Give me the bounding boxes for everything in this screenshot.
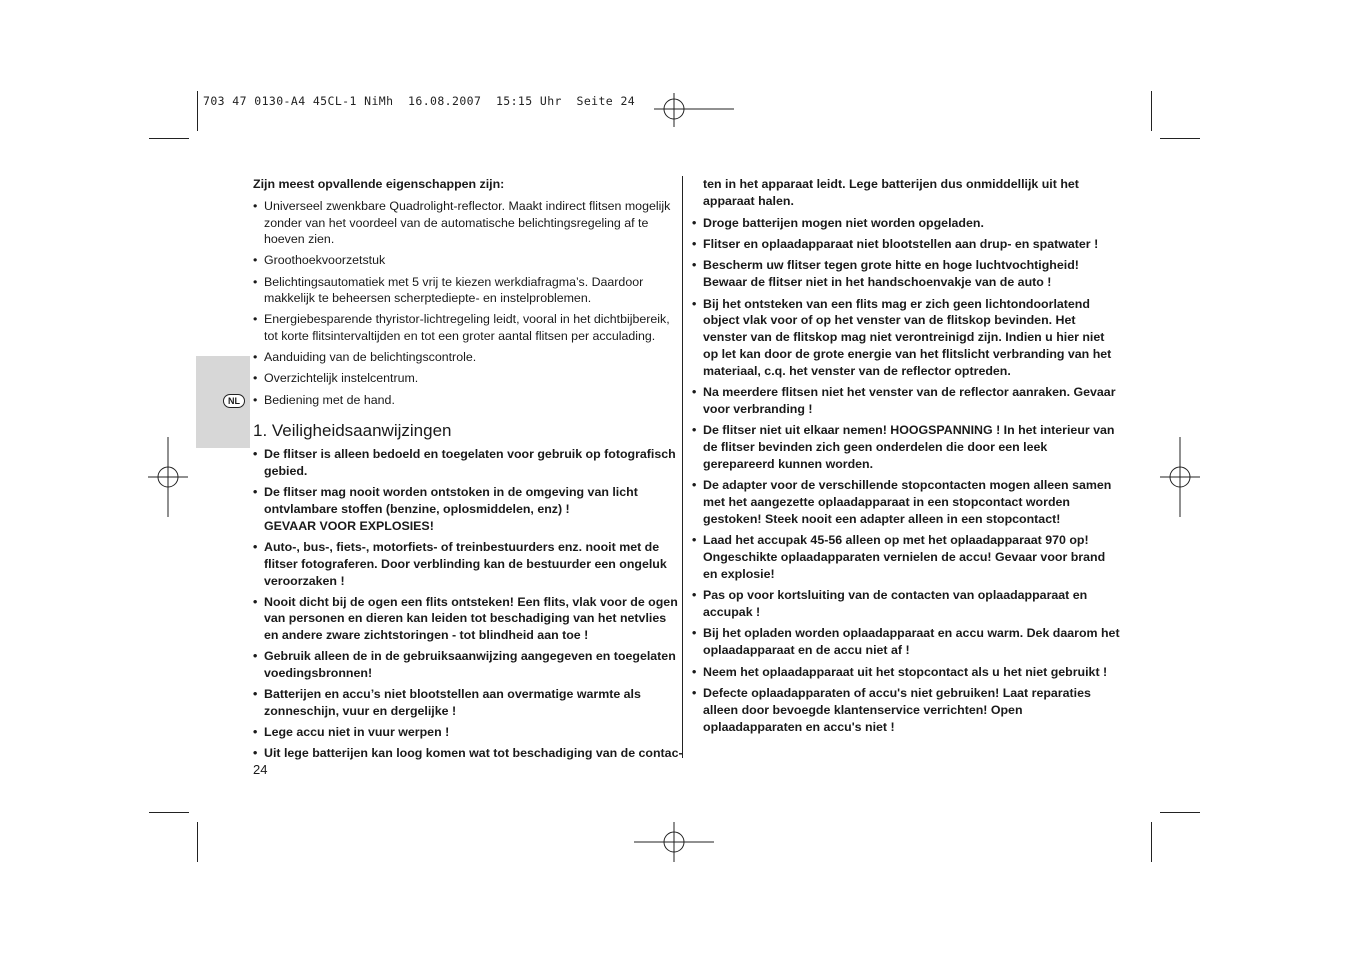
safety-item: • De flitser mag nooit worden ontstoken in de omgeving van licht ontvlambare stoffen (benzine, oplosmiddelen, enz) ! GEVAAR VOOR EXPLOSIES!	[253, 484, 683, 534]
safety-item: • Gebruik alleen de in de gebruiksaanwijzing aangegeven en toegelaten voedingsbronnen!	[253, 648, 683, 682]
safety-item: • Laad het accupak 45-56 alleen op met het oplaadapparaat 970 op! Ongeschikte oplaadapparaten vernielen de accu! Gevaar voor brand en explosie!	[692, 532, 1122, 582]
features-list	[253, 198, 683, 409]
safety-item: • Uit lege batterijen kan loog komen wat tot beschadiging van de contac-	[253, 745, 683, 762]
registration-mark-right	[1160, 437, 1200, 517]
crop-mark-br-h	[1160, 812, 1200, 813]
safety-item: • Flitser en oplaadapparaat niet blootstellen aan drup- en spatwater !	[692, 236, 1122, 253]
safety-list	[253, 446, 683, 762]
continued-text: ten in het apparaat leidt. Lege batterijen dus onmiddellijk uit het apparaat halen.	[703, 177, 1079, 208]
crop-mark-bl-v	[197, 822, 198, 862]
registration-mark-left	[148, 437, 188, 517]
feature-item: • Energiebesparende thyristor-lichtregeling leidt, vooral in het dichtbijbereik, tot korte flitsintervaltijden en tot een groter aantal flitsen per acculading.	[253, 311, 683, 345]
feature-item: • Universeel zwenkbare Quadrolight-reflector. Maakt indirect flitsen mogelijk zonder van het voordeel van de automatische belichtingsregeling af te hoeven zien.	[253, 198, 683, 248]
safety-item: • Bij het ontsteken van een flits mag er zich geen lichtondoorlatend object vlak voor of op het venster van de flitskop bevinden. Het venster van de flitskop mag niet verontreinigd zijn. Indien u hier niet op let kan door de grote energie van het flitslicht verbranding van het materiaal, c.q. het venster van de reflector optreden.	[692, 296, 1122, 380]
crop-mark-tr-h	[1160, 138, 1200, 139]
safety-item: • Na meerdere flitsen niet het venster van de reflector aanraken. Gevaar voor verbranding !	[692, 384, 1122, 418]
print-header: 703 47 0130-A4 45CL-1 NiMh 16.08.2007 15:15 Uhr Seite 24	[203, 94, 636, 108]
safety-item: • Nooit dicht bij de ogen een flits ontsteken! Een flits, vlak voor de ogen van personen en dieren kan leiden tot beschadiging van het netvlies en andere zware zichtstoringen - tot blindheid aan toe !	[253, 594, 683, 644]
registration-mark-top	[654, 93, 734, 133]
safety-item: • Droge batterijen mogen niet worden opgeladen.	[692, 215, 1122, 232]
registration-mark-bottom	[634, 822, 714, 862]
crop-mark-tl-h	[149, 138, 189, 139]
feature-item: • Aanduiding van de belichtingscontrole.	[253, 349, 683, 366]
safety-item: • De adapter voor de verschillende stopcontacten mogen alleen samen met het aangezette oplaadapparaat in een stopcontact worden gestoken! Steek nooit een adapter alleen in een stopcontact!	[692, 477, 1122, 527]
page-number: 24	[253, 762, 268, 777]
safety-item: • Bij het opladen worden oplaadapparaat en accu warm. Dek daarom het oplaadapparaat en de accu niet af !	[692, 625, 1122, 659]
section-heading: 1. Veiligheidsaanwijzingen	[253, 421, 452, 441]
feature-item: • Belichtingsautomatiek met 5 vrij te kiezen werkdiafragma’s. Daardoor makkelijk te beheersen scherptediepte- en instelproblemen.	[253, 274, 683, 308]
safety-item: • Bescherm uw flitser tegen grote hitte en hoge luchtvochtigheid! Bewaar de flitser niet in het handschoenvakje van de auto !	[692, 257, 1122, 291]
feature-item: • Overzichtelijk instelcentrum.	[253, 370, 683, 387]
safety-item: • De flitser is alleen bedoeld en toegelaten voor gebruik op fotografisch gebied.	[253, 446, 683, 480]
crop-mark-tl-v	[197, 91, 198, 131]
features-intro: Zijn meest opvallende eigenschappen zijn:	[253, 177, 505, 191]
safety-item: • Pas op voor kortsluiting van de contacten van oplaadapparaat en accupak !	[692, 587, 1122, 621]
safety-item: • Auto-, bus-, fiets-, motorfiets- of treinbestuurders enz. nooit met de flitser fotograferen. Door verblinding kan de bestuurder een ongeluk veroorzaken !	[253, 539, 683, 589]
feature-item: • Groothoekvoorzetstuk	[253, 252, 683, 269]
safety-item: • De flitser niet uit elkaar nemen! HOOGSPANNING ! In het interieur van de flitser bevinden zich geen onderdelen die door een leek gerepareerd kunnen worden.	[692, 422, 1122, 472]
safety-item: • Batterijen en accu’s niet blootstellen aan overmatige warmte als zonneschijn, vuur en dergelijke !	[253, 686, 683, 720]
safety-list-continued	[692, 215, 1122, 736]
safety-item: • Defecte oplaadapparaten of accu's niet gebruiken! Laat reparaties alleen door bevoegde klantenservice verrichten! Open oplaadapparaten en accu's niet !	[692, 685, 1122, 735]
language-badge: NL	[223, 394, 245, 408]
crop-mark-tr-v	[1151, 91, 1152, 131]
safety-item: • Neem het oplaadapparaat uit het stopcontact als u het niet gebruikt !	[692, 664, 1122, 681]
feature-item: • Bediening met de hand.	[253, 392, 683, 409]
crop-mark-br-v	[1151, 822, 1152, 862]
left-column	[253, 176, 683, 766]
crop-mark-bl-h	[149, 812, 189, 813]
right-column	[692, 176, 1122, 740]
safety-item: • Lege accu niet in vuur werpen !	[253, 724, 683, 741]
